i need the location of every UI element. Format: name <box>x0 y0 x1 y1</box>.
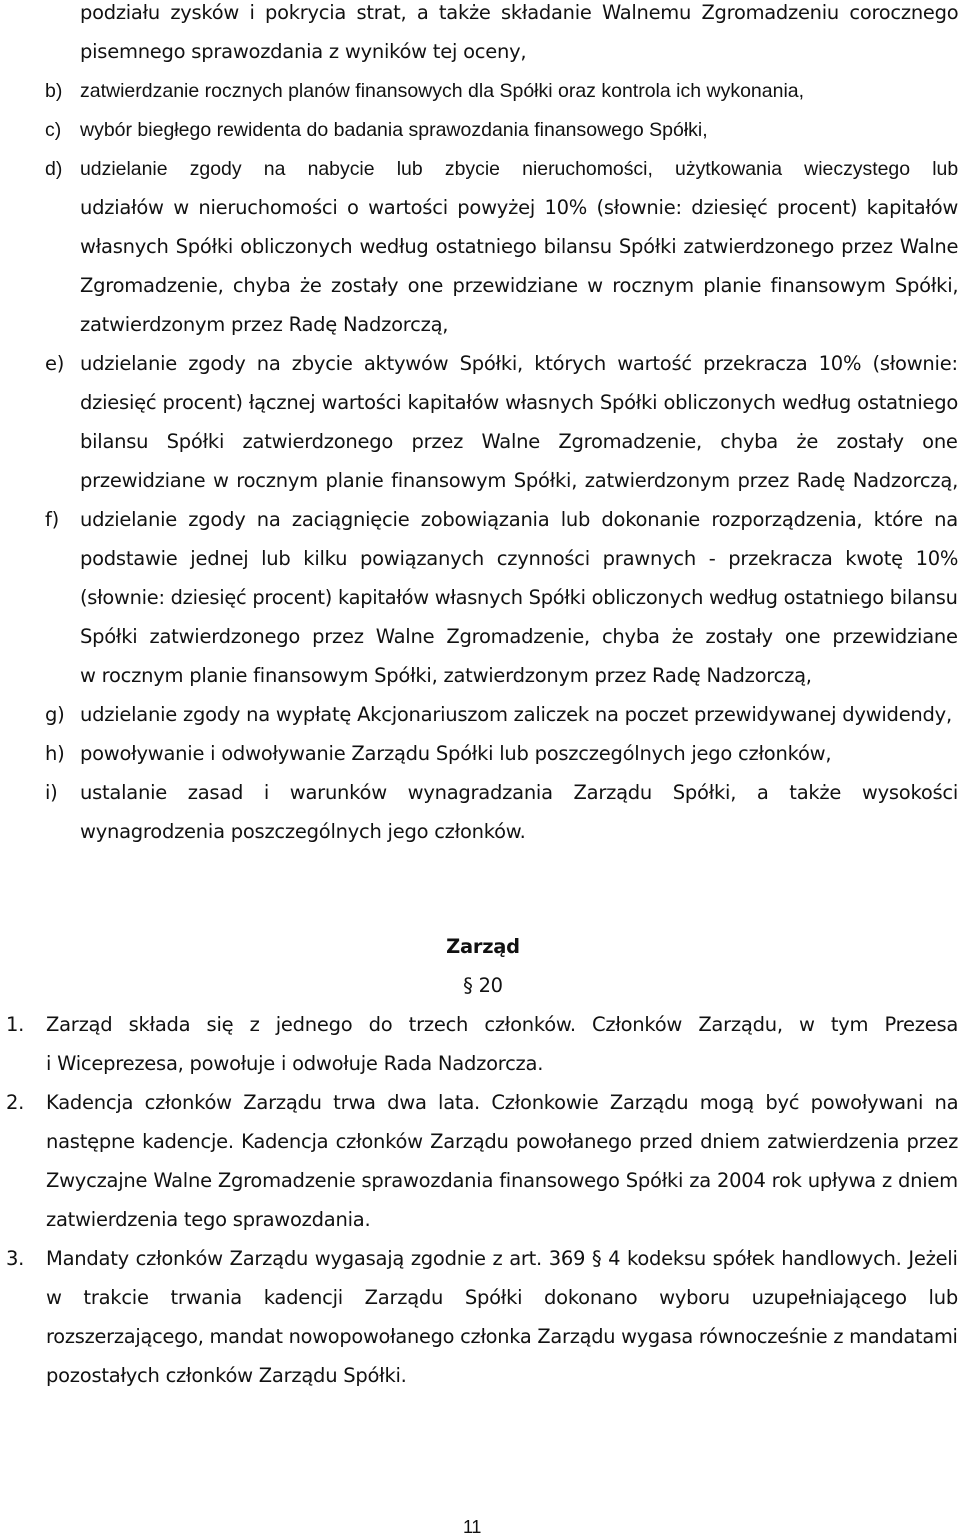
numbered-1-line-1: Zarząd składa się z jednego do trzech członków. Członków Zarządu, w tym Prezesa <box>46 1013 959 1036</box>
page-number: 11 <box>463 1517 482 1537</box>
item-d-line-1: udzielanie zgody na nabycie lub zbycie nieruchomości, użytkowania wieczystego lub <box>80 158 959 180</box>
item-d-line-2: udziałów w nieruchomości o wartości powyżej 10% (słownie: dziesięć procent) kapitałów <box>80 196 959 219</box>
section-title: Zarząd <box>446 935 520 958</box>
numbered-2-line-4: zatwierdzenia tego sprawozdania. <box>46 1208 371 1231</box>
numbered-2-line-3: Zwyczajne Walne Zgromadzenie sprawozdania finansowego Spółki za 2004 rok upływa z dniem <box>46 1169 958 1192</box>
item-marker-d: d) <box>45 158 63 180</box>
item-b-line: zatwierdzanie rocznych planów finansowych dla Spółki oraz kontrola ich wykonania, <box>80 80 805 102</box>
item-f-line-4: Spółki zatwierdzonego przez Walne Zgromadzenie, chyba że zostały one przewidziane <box>80 625 958 648</box>
numbered-2-line-2: następne kadencje. Kadencja członków Zarządu powołanego przed dniem zatwierdzenia przez <box>46 1130 959 1153</box>
item-e-line-2: dziesięć procent) łącznej wartości kapitałów własnych Spółki obliczonych według ostatniego <box>80 391 959 414</box>
numbered-3-line-1: Mandaty członków Zarządu wygasają zgodnie z art. 369 § 4 kodeksu spółek handlowych. Jeżeli <box>46 1247 958 1270</box>
item-f-line-1: udzielanie zgody na zaciągnięcie zobowiązania lub dokonanie rozporządzenia, które na <box>80 508 958 531</box>
numbered-1-line-2: i Wiceprezesa, powołuje i odwołuje Rada Nadzorcza. <box>46 1052 544 1075</box>
item-marker-h: h) <box>45 742 65 765</box>
item-h-line: powoływanie i odwoływanie Zarządu Spółki lub poszczególnych jego członków, <box>80 742 832 765</box>
numbered-3-line-2: w trakcie trwania kadencji Zarządu Spółki dokonano wyboru uzupełniającego lub <box>46 1286 958 1309</box>
item-marker-i: i) <box>45 781 58 804</box>
continued-line-1: podziału zysków i pokrycia strat, a także składanie Walnemu Zgromadzeniu corocznego <box>80 1 959 24</box>
numbered-3-line-3: rozszerzającego, mandat nowopowołanego członka Zarządu wygasa równocześnie z mandatami <box>46 1325 958 1348</box>
item-d-line-3: własnych Spółki obliczonych według ostatniego bilansu Spółki zatwierdzonego przez Walne <box>80 235 959 258</box>
item-c-line: wybór biegłego rewidenta do badania sprawozdania finansowego Spółki, <box>80 119 708 141</box>
item-f-line-2: podstawie jednej lub kilku powiązanych czynności prawnych - przekracza kwotę 10% <box>80 547 959 570</box>
item-e-line-4: przewidziane w rocznym planie finansowym Spółki, zatwierdzonym przez Radę Nadzorczą, <box>80 469 959 492</box>
item-e-line-3: bilansu Spółki zatwierdzonego przez Walne Zgromadzenie, chyba że zostały one <box>80 430 958 453</box>
item-g-line: udzielanie zgody na wypłatę Akcjonariuszom zaliczek na poczet przewidywanej dywidendy, <box>80 703 952 726</box>
section-paragraph-number: § 20 <box>463 974 503 997</box>
item-i-line-1: ustalanie zasad i warunków wynagradzania Zarządu Spółki, a także wysokości <box>80 781 959 804</box>
continued-line-2: pisemnego sprawozdania z wyników tej oceny, <box>80 40 527 63</box>
item-marker-f: f) <box>45 508 59 531</box>
item-marker-e: e) <box>45 352 65 375</box>
numbered-marker-1: 1. <box>6 1013 25 1036</box>
item-e-line-1: udzielanie zgody na zbycie aktywów Spółki, których wartość przekracza 10% (słownie: <box>80 352 958 375</box>
numbered-3-line-4: pozostałych członków Zarządu Spółki. <box>46 1364 407 1387</box>
item-marker-c: c) <box>45 119 62 141</box>
item-f-line-3: (słownie: dziesięć procent) kapitałów własnych Spółki obliczonych według ostatniego bilansu <box>80 586 958 609</box>
item-marker-g: g) <box>45 703 65 726</box>
numbered-2-line-1: Kadencja członków Zarządu trwa dwa lata. Członkowie Zarządu mogą być powoływani na <box>46 1091 959 1114</box>
item-i-line-2: wynagrodzenia poszczególnych jego członków. <box>80 820 526 843</box>
item-d-line-4: Zgromadzenie, chyba że zostały one przewidziane w rocznym planie finansowym Spółki, <box>80 274 959 297</box>
numbered-marker-3: 3. <box>6 1247 25 1270</box>
item-marker-b: b) <box>45 80 63 102</box>
numbered-marker-2: 2. <box>6 1091 25 1114</box>
item-f-line-5: w rocznym planie finansowym Spółki, zatwierdzonym przez Radę Nadzorczą, <box>80 664 812 687</box>
item-d-line-5: zatwierdzonym przez Radę Nadzorczą, <box>80 313 449 336</box>
